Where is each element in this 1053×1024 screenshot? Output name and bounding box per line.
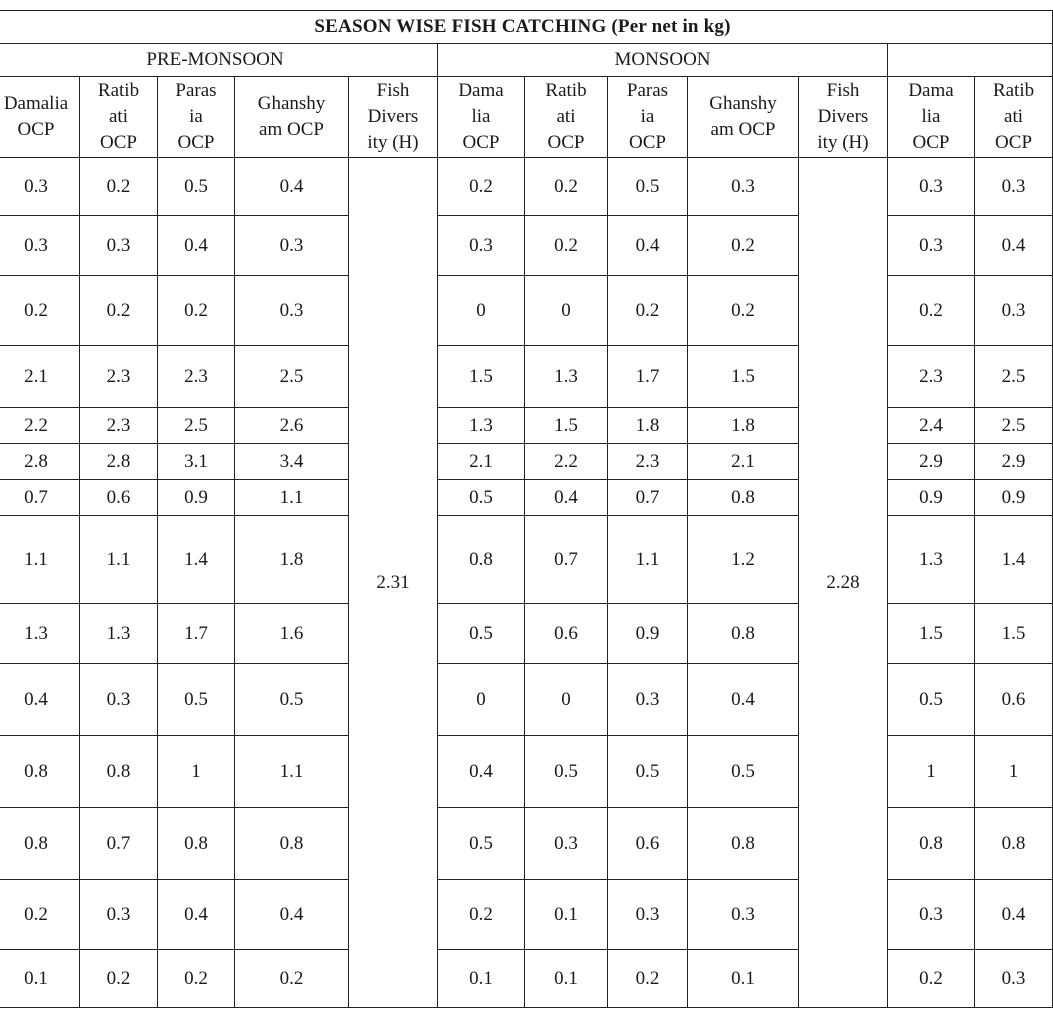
cell-pre-ghanshyam: 2.5 [235,346,349,408]
col-header-pre-ghanshyam [235,77,349,158]
header-line: OCP [177,132,215,153]
cell-mon-parasia: 0.9 [608,604,688,664]
cell-pre-ghanshyam: 1.8 [235,516,349,604]
header-line: ati [109,106,128,127]
cell-mon-damalia: 1.3 [438,408,525,444]
cell-pre-ghanshyam: 0.8 [235,808,349,880]
cell-mon-ghanshyam: 2.1 [688,444,799,480]
cell-mon-damalia: 0.2 [438,158,525,216]
cell-mon-ghanshyam: 0.8 [688,480,799,516]
col-header-mon-ghanshyam [688,77,799,158]
cell-pre-damalia: 0.2 [0,276,80,346]
cell-pre-parasia: 0.9 [158,480,235,516]
cell-post-damalia: 2.3 [888,346,975,408]
cell-pre-ratibati: 1.3 [80,604,158,664]
table-title: SEASON WISE FISH CATCHING (Per net in kg) [0,11,1053,44]
cell-mon-ghanshyam: 1.5 [688,346,799,408]
col-header-pre-parasia [158,77,235,158]
cell-pre-damalia: 2.1 [0,346,80,408]
cell-pre-ratibati: 0.2 [80,158,158,216]
header-line: OCP [462,132,500,153]
cell-mon-ghanshyam: 1.2 [688,516,799,604]
cell-pre-ratibati: 2.3 [80,408,158,444]
cell-pre-ghanshyam: 1.1 [235,736,349,808]
col-header-mon-parasia [608,77,688,158]
cell-pre-parasia: 0.2 [158,276,235,346]
cell-pre-ghanshyam: 2.6 [235,408,349,444]
cell-mon-damalia: 0 [438,276,525,346]
header-line: Paras [175,80,217,101]
cell-mon-damalia: 0.4 [438,736,525,808]
cell-pre-parasia: 0.8 [158,808,235,880]
cell-mon-damalia: 2.1 [438,444,525,480]
cell-pre-parasia: 0.4 [158,880,235,950]
cell-pre-parasia: 0.2 [158,950,235,1008]
col-header-mon-damalia [438,77,525,158]
cell-pre-ratibati: 0.3 [80,880,158,950]
cell-mon-damalia: 0.5 [438,480,525,516]
cell-mon-damalia: 1.5 [438,346,525,408]
cell-post-ratibati: 1.4 [975,516,1053,604]
header-line: OCP [17,119,55,140]
table-row [0,216,1053,276]
cell-post-damalia: 1.3 [888,516,975,604]
cell-pre-ghanshyam: 0.3 [235,216,349,276]
cell-mon-ghanshyam: 0.1 [688,950,799,1008]
header-line: Ghanshy [709,93,777,114]
header-line: OCP [629,132,666,153]
header-line: ia [640,106,655,127]
cell-mon-ratibati: 0.2 [525,158,608,216]
header-line: Damalia [3,93,69,114]
cell-pre-ghanshyam: 0.4 [235,158,349,216]
header-line: OCP [912,132,950,153]
cell-pre-parasia: 1 [158,736,235,808]
cell-pre-damalia: 0.8 [0,736,80,808]
cell-mon-parasia: 0.2 [608,950,688,1008]
cell-mon-ratibati: 1.5 [525,408,608,444]
cell-post-ratibati: 1.5 [975,604,1053,664]
cell-mon-ratibati: 0 [525,664,608,736]
cell-pre-ghanshyam: 1.1 [235,480,349,516]
cell-mon-parasia: 0.4 [608,216,688,276]
cell-pre-damalia: 0.1 [0,950,80,1008]
header-line: Ghanshy [257,93,326,114]
cell-pre-damalia: 2.8 [0,444,80,480]
cell-post-damalia: 0.3 [888,216,975,276]
cell-pre-ratibati: 1.1 [80,516,158,604]
cell-post-ratibati: 2.9 [975,444,1053,480]
season-header-post-monsoon [888,44,1053,77]
cell-post-damalia: 0.2 [888,950,975,1008]
cell-pre-damalia: 2.2 [0,408,80,444]
header-line: lia [921,106,941,127]
cell-mon-ratibati: 0.2 [525,216,608,276]
cell-post-damalia: 0.3 [888,158,975,216]
cell-post-ratibati: 0.3 [975,158,1053,216]
cell-post-ratibati: 0.4 [975,880,1053,950]
header-line: ity (H) [817,132,869,153]
table-row [0,158,1053,216]
cell-post-damalia: 0.5 [888,664,975,736]
header-line: Ratib [992,80,1035,101]
cell-mon-ratibati: 1.3 [525,346,608,408]
cell-mon-ratibati: 0.1 [525,880,608,950]
cell-post-ratibati: 0.3 [975,950,1053,1008]
table-row [0,444,1053,480]
cell-mon-ghanshyam: 0.5 [688,736,799,808]
cell-pre-parasia: 3.1 [158,444,235,480]
table-row [0,408,1053,444]
header-line: Divers [367,106,419,127]
cell-pre-ghanshyam: 1.6 [235,604,349,664]
cell-pre-parasia: 0.5 [158,158,235,216]
header-line: Paras [626,80,669,101]
cell-mon-ratibati: 0.1 [525,950,608,1008]
cell-mon-damalia: 0 [438,664,525,736]
table-row [0,516,1053,604]
cell-mon-parasia: 1.8 [608,408,688,444]
cell-pre-ratibati: 0.3 [80,664,158,736]
cell-pre-ghanshyam: 0.5 [235,664,349,736]
cell-mon-ghanshyam: 0.8 [688,808,799,880]
cell-pre-parasia: 2.5 [158,408,235,444]
cell-mon-parasia: 0.7 [608,480,688,516]
table-row [0,736,1053,808]
cell-mon-ghanshyam: 0.3 [688,158,799,216]
header-line: Fish [376,80,410,101]
cell-pre-ghanshyam: 0.2 [235,950,349,1008]
header-line: am OCP [259,119,324,140]
cell-pre-parasia: 0.5 [158,664,235,736]
cell-pre-damalia: 1.3 [0,604,80,664]
header-line: Dama [458,80,504,101]
cell-mon-parasia: 0.5 [608,736,688,808]
cell-mon-ratibati: 0 [525,276,608,346]
cell-mon-ratibati: 0.6 [525,604,608,664]
header-line: ati [1004,106,1024,127]
col-header-pre-damalia [0,77,80,158]
cell-post-ratibati: 2.5 [975,346,1053,408]
header-line: ati [556,106,576,127]
cell-mon-ghanshyam: 1.8 [688,408,799,444]
cell-pre-ratibati: 0.7 [80,808,158,880]
cell-post-damalia: 0.3 [888,880,975,950]
cell-post-damalia: 2.9 [888,444,975,480]
cell-post-ratibati: 2.5 [975,408,1053,444]
season-header-monsoon: MONSOON [438,44,888,77]
cell-pre-parasia: 1.7 [158,604,235,664]
cell-mon-parasia: 0.6 [608,808,688,880]
cell-post-ratibati: 0.9 [975,480,1053,516]
cell-post-ratibati: 1 [975,736,1053,808]
header-line: OCP [100,132,137,153]
cell-pre-ratibati: 2.3 [80,346,158,408]
cell-mon-ghanshyam: 0.4 [688,664,799,736]
cell-pre-ghanshyam: 0.3 [235,276,349,346]
header-line: OCP [995,132,1033,153]
cell-pre-ratibati: 0.2 [80,950,158,1008]
cell-pre-parasia: 2.3 [158,346,235,408]
cell-mon-parasia: 1.1 [608,516,688,604]
cell-mon-ratibati: 2.2 [525,444,608,480]
table-row [0,604,1053,664]
col-header-post-damalia [888,77,975,158]
header-line: ity (H) [367,132,419,153]
cell-mon-damalia: 0.3 [438,216,525,276]
col-header-mon-ratibati [525,77,608,158]
cell-post-damalia: 0.8 [888,808,975,880]
cell-pre-damalia: 0.3 [0,158,80,216]
cell-mon-damalia: 0.1 [438,950,525,1008]
col-header-post-ratibati [975,77,1053,158]
cell-mon-ratibati: 0.7 [525,516,608,604]
cell-mon-damalia: 0.8 [438,516,525,604]
header-line: Ratib [545,80,587,101]
header-line: OCP [547,132,585,153]
header-line: Divers [817,106,869,127]
cell-mon-ghanshyam: 0.8 [688,604,799,664]
column-header-row [0,77,1053,158]
header-line: ia [189,106,203,127]
cell-mon-parasia: 2.3 [608,444,688,480]
cell-mon-ratibati: 0.3 [525,808,608,880]
cell-mon-ghanshyam: 0.3 [688,880,799,950]
header-line: Ratib [97,80,140,101]
col-header-mon-fish-diversity [799,77,888,158]
cell-pre-parasia: 1.4 [158,516,235,604]
cell-pre-parasia: 0.4 [158,216,235,276]
cell-mon-damalia: 0.2 [438,880,525,950]
cell-mon-ghanshyam: 0.2 [688,216,799,276]
cell-post-damalia: 2.4 [888,408,975,444]
cell-pre-damalia: 0.4 [0,664,80,736]
season-wise-fish-catch-table [0,10,1053,1008]
cell-post-damalia: 1.5 [888,604,975,664]
header-line: am OCP [710,119,776,140]
cell-pre-damalia: 0.7 [0,480,80,516]
header-line: lia [471,106,491,127]
table-row [0,664,1053,736]
cell-mon-ratibati: 0.4 [525,480,608,516]
cell-pre-damalia: 0.8 [0,808,80,880]
cell-post-damalia: 1 [888,736,975,808]
cell-pre-ratibati: 0.3 [80,216,158,276]
cell-post-damalia: 0.2 [888,276,975,346]
cell-post-damalia: 0.9 [888,480,975,516]
cell-post-ratibati: 0.4 [975,216,1053,276]
cell-pre-damalia: 0.2 [0,880,80,950]
col-header-pre-ratibati [80,77,158,158]
cell-mon-parasia: 0.3 [608,880,688,950]
table-row [0,808,1053,880]
cell-mon-damalia: 0.5 [438,808,525,880]
header-line: Dama [908,80,954,101]
table-row [0,346,1053,408]
season-header-pre-monsoon: PRE-MONSOON [0,44,438,77]
fish-diversity-monsoon: 2.28 [799,158,888,1008]
cell-mon-parasia: 0.5 [608,158,688,216]
cell-post-ratibati: 0.8 [975,808,1053,880]
cell-pre-ratibati: 0.6 [80,480,158,516]
cell-pre-ghanshyam: 0.4 [235,880,349,950]
cell-pre-ratibati: 0.8 [80,736,158,808]
cell-post-ratibati: 0.3 [975,276,1053,346]
cell-pre-ratibati: 0.2 [80,276,158,346]
table-row [0,276,1053,346]
col-header-pre-fish-diversity [349,77,438,158]
table-row [0,880,1053,950]
cell-post-ratibati: 0.6 [975,664,1053,736]
cell-mon-ghanshyam: 0.2 [688,276,799,346]
cell-pre-damalia: 1.1 [0,516,80,604]
cell-pre-damalia: 0.3 [0,216,80,276]
cell-mon-parasia: 1.7 [608,346,688,408]
cell-mon-damalia: 0.5 [438,604,525,664]
cell-pre-ratibati: 2.8 [80,444,158,480]
table-row [0,950,1053,1008]
cell-mon-ratibati: 0.5 [525,736,608,808]
cell-mon-parasia: 0.3 [608,664,688,736]
table-body [0,158,1053,1008]
fish-diversity-pre-monsoon: 2.31 [349,158,438,1008]
cell-pre-ghanshyam: 3.4 [235,444,349,480]
cell-mon-parasia: 0.2 [608,276,688,346]
header-line: Fish [826,80,860,101]
table-row [0,480,1053,516]
